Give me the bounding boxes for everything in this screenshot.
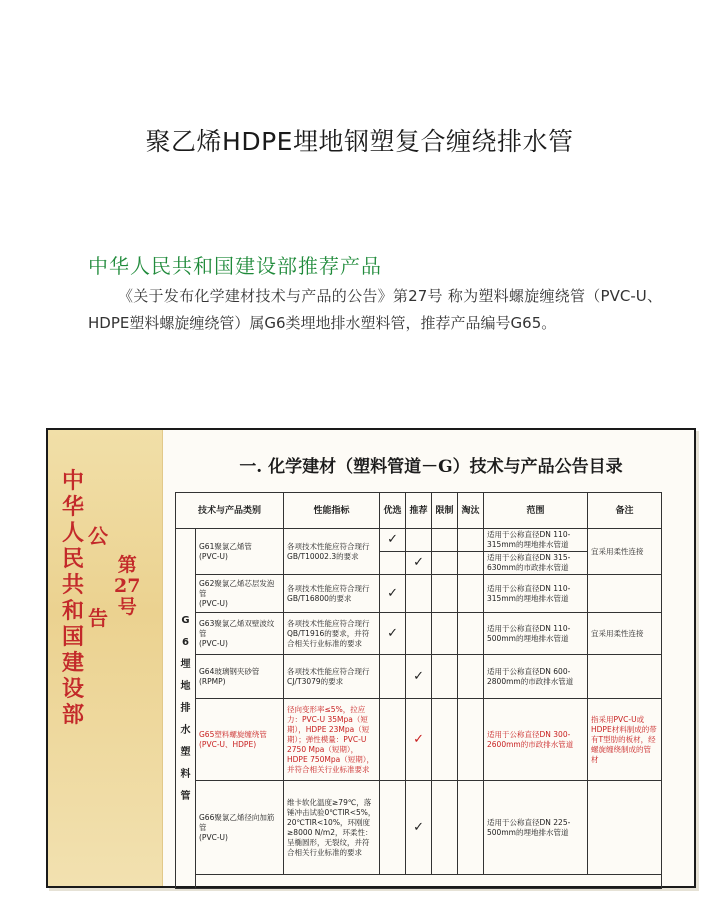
category-char: 6 xyxy=(182,636,189,648)
table-row-highlighted xyxy=(176,699,662,781)
header-preferred: 优选 xyxy=(380,493,406,529)
sidebar-char: 建 xyxy=(62,650,85,676)
header-recommended: 推荐 xyxy=(406,493,432,529)
sidebar-announcement-text xyxy=(88,526,108,690)
note-g63: 宜采用柔性连接 xyxy=(588,613,662,655)
range-g62: 适用于公称直径DN 110-315mm的埋地排水管道 xyxy=(484,575,588,613)
header-spec: 性能指标 xyxy=(284,493,380,529)
category-char: G xyxy=(181,614,190,626)
header-note: 备注 xyxy=(588,493,662,529)
category-char: 管 xyxy=(180,790,191,802)
sidebar-char: 第 xyxy=(117,554,137,576)
check-mark-icon: ✓ xyxy=(406,699,432,781)
intro-paragraph: 《关于发布化学建材技术与产品的公告》第27号 称为塑料螺旋缠绕管（PVC-U、HDPE塑料螺旋缠绕管）属G6类埋地排水塑料管，推荐产品编号G65。 xyxy=(88,287,662,332)
note-g61: 宜采用柔性连接 xyxy=(588,529,662,575)
category-g6-label xyxy=(176,529,196,889)
sidebar-char: 27 xyxy=(114,575,141,597)
check-mark-icon: ✓ xyxy=(406,781,432,875)
check-mark-icon: ✓ xyxy=(380,529,406,552)
header-range: 范围 xyxy=(484,493,588,529)
catalog-table xyxy=(175,492,662,889)
announcement-sidebar xyxy=(48,430,163,886)
check-mark-icon: ✓ xyxy=(406,552,432,575)
range-g65: 适用于公称直径DN 300-2600mm的市政排水管道 xyxy=(484,699,588,781)
spec-g64: 各项技术性能应符合现行CJ/T3079的要求 xyxy=(284,655,380,699)
sidebar-char: 设 xyxy=(62,676,85,702)
sidebar-char: 民 xyxy=(62,546,85,572)
category-char: 埋 xyxy=(180,658,191,670)
sidebar-char: 中 xyxy=(62,468,85,494)
header-category: 技术与产品类别 xyxy=(176,493,284,529)
range-g66: 适用于公称直径DN 225-500mm的埋地排水管道 xyxy=(484,781,588,875)
header-restricted: 限制 xyxy=(432,493,458,529)
sidebar-number-text xyxy=(114,556,140,619)
category-char: 水 xyxy=(180,724,191,736)
product-g65: G65塑料螺旋缠绕管 (PVC-U、HDPE) xyxy=(196,699,284,781)
sidebar-char: 号 xyxy=(117,596,137,618)
spec-g65: 径向变形率≤5%，拉应力：PVC-U 35Mpa（短期），HDPE 23Mpa（短期）；弹性模量：PVC-U 2750 Mpa（短期），HDPE 750Mpa（短期），并符合相关行业标准要求 xyxy=(284,699,380,781)
sidebar-char: 和 xyxy=(62,598,85,624)
sidebar-char: 公 xyxy=(88,524,108,548)
category-char: 地 xyxy=(180,680,191,692)
range-g61: 适用于公称直径DN 110-315mm的埋地排水管道 xyxy=(484,529,588,552)
table-row xyxy=(176,655,662,699)
note-g62 xyxy=(588,575,662,613)
note-g66 xyxy=(588,781,662,875)
sidebar-char: 告 xyxy=(88,606,108,630)
check-mark-icon: ✓ xyxy=(380,575,406,613)
product-g62: G62聚氯乙烯芯层发泡管 (PVC-U) xyxy=(196,575,284,613)
product-g66: G66聚氯乙烯径向加筋管 (PVC-U) xyxy=(196,781,284,875)
category-char: 料 xyxy=(180,768,191,780)
header-obsolete: 淘汰 xyxy=(458,493,484,529)
range-g64: 适用于公称直径DN 600-2800mm的市政排水管道 xyxy=(484,655,588,699)
spec-g61: 各项技术性能应符合现行GB/T10002.3的要求 xyxy=(284,529,380,575)
product-g63: G63聚氯乙烯双壁波纹管 (PVC-U) xyxy=(196,613,284,655)
note-g65: 指采用PVC-U或HDPE材料制成的带有T型肋的板材，经螺旋缠绕制成的管材 xyxy=(588,699,662,781)
sidebar-char: 人 xyxy=(62,520,85,546)
range-g61-municipal: 适用于公称直径DN 315-630mm的市政排水管道 xyxy=(484,552,588,575)
table-row xyxy=(176,613,662,655)
section-heading: 中华人民共和国建设部推荐产品 xyxy=(88,254,382,278)
page-title: 聚乙烯HDPE埋地钢塑复合缠绕排水管 xyxy=(145,127,574,156)
spec-g63: 各项技术性能应符合现行QB/T1916的要求，并符合相关行业标准的要求 xyxy=(284,613,380,655)
sidebar-char: 国 xyxy=(62,624,85,650)
scanned-catalog-page xyxy=(46,428,696,888)
table-row xyxy=(176,875,662,889)
product-g61: G61聚氯乙烯管 (PVC-U) xyxy=(196,529,284,575)
table-row xyxy=(176,575,662,613)
table-row xyxy=(176,529,662,552)
table-header-row xyxy=(176,493,662,529)
spec-g66: 维卡软化温度≥79℃，落锤冲击试验0℃TIR<5%，20℃TIR<10%，环刚度≥8000 N/m2，环柔性：呈椭圆形，无裂纹，并符合相关行业标准的要求 xyxy=(284,781,380,875)
category-char: 塑 xyxy=(180,746,191,758)
note-g64 xyxy=(588,655,662,699)
table-row xyxy=(176,781,662,875)
check-mark-icon: ✓ xyxy=(406,655,432,699)
product-g64: G64玻璃钢夹砂管 (RPMP) xyxy=(196,655,284,699)
catalog-title: 一. 化学建材（塑料管道－G）技术与产品公告目录 xyxy=(239,457,623,477)
sidebar-char: 部 xyxy=(62,702,85,728)
sidebar-ministry-text xyxy=(62,470,84,730)
category-char: 排 xyxy=(180,702,191,714)
spec-g62: 各项技术性能应符合现行GB/T16800的要求 xyxy=(284,575,380,613)
sidebar-char: 华 xyxy=(62,494,85,520)
check-mark-icon: ✓ xyxy=(380,613,406,655)
sidebar-char: 共 xyxy=(62,572,85,598)
range-g63: 适用于公称直径DN 110-500mm的埋地排水管道 xyxy=(484,613,588,655)
